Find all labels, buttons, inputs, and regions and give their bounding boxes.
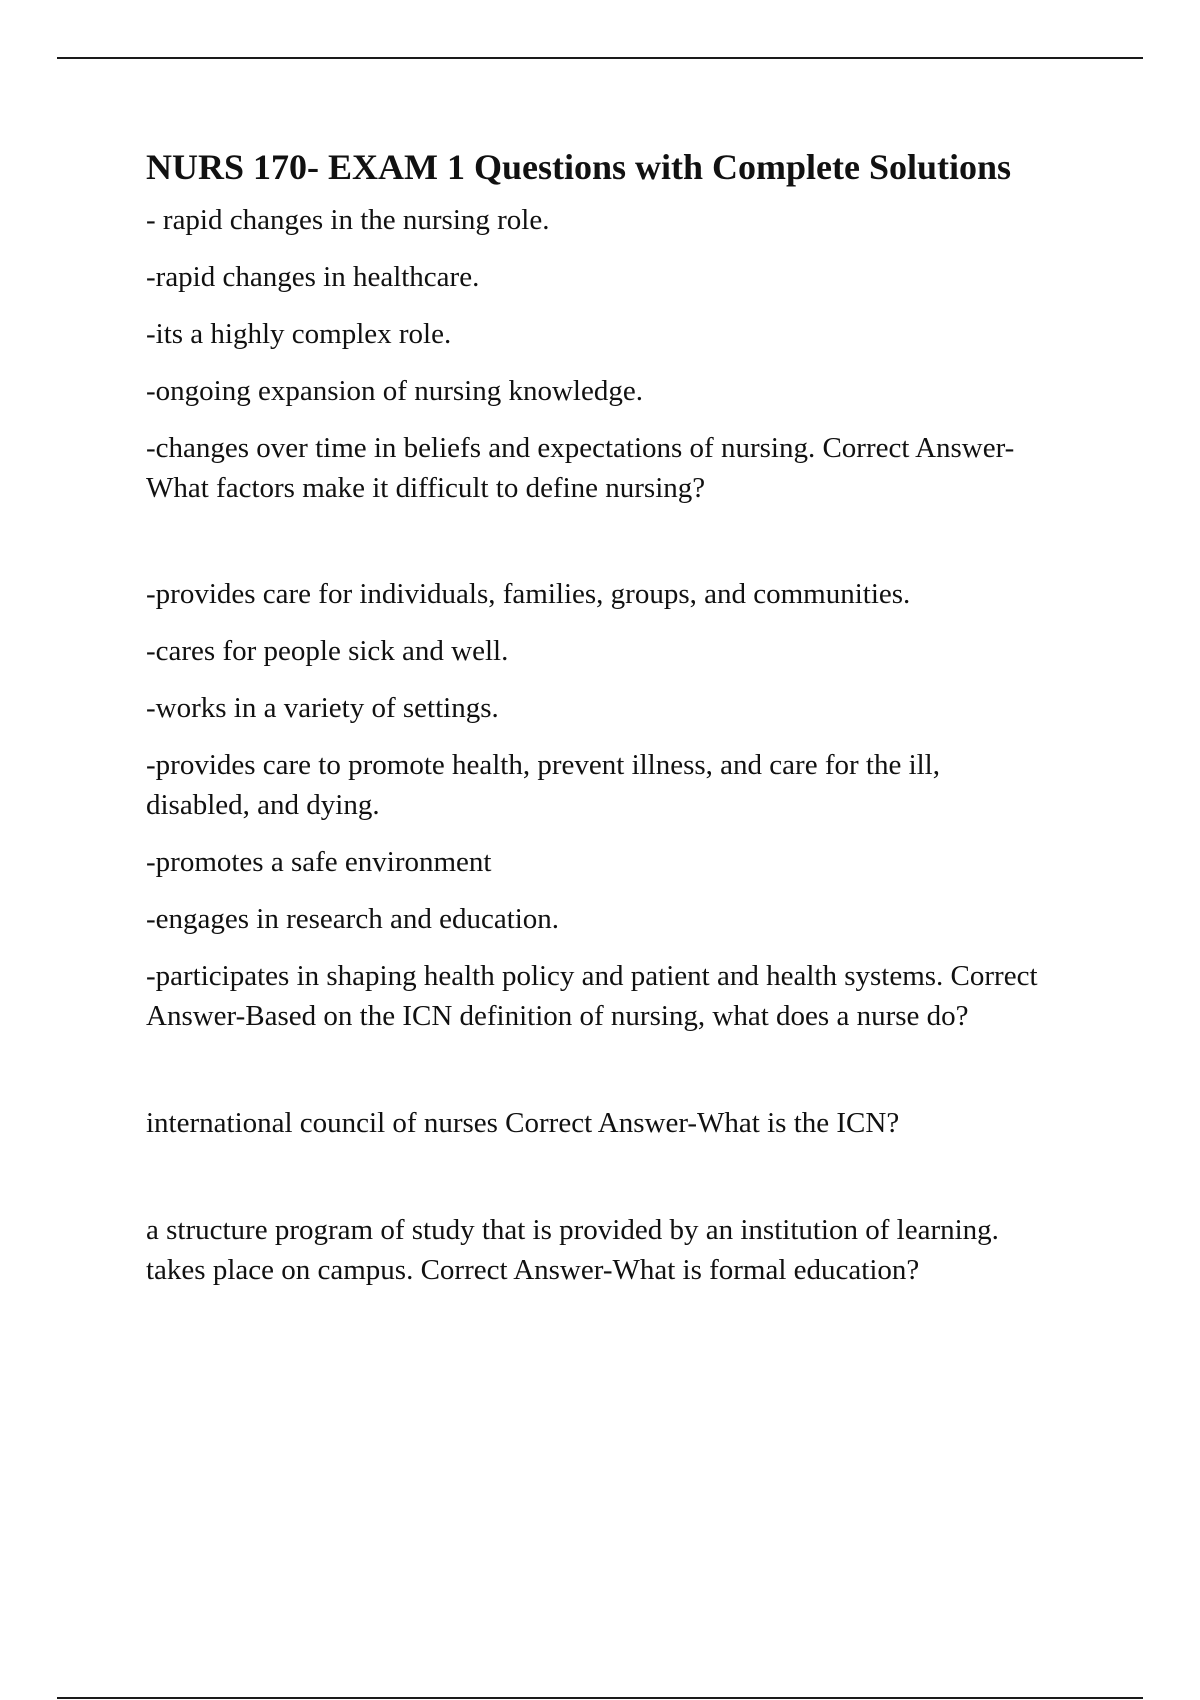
answer-question-line: a structure program of study that is provided by an institution of learning. takes place on campus. Correct Answer-What is formal education? xyxy=(146,1214,999,1286)
answer-question-line: -changes over time in beliefs and expectations of nursing. Correct Answer-What factors make it difficult to define nursing? xyxy=(146,432,1015,504)
answer-question-line: international council of nurses Correct Answer-What is the ICN? xyxy=(146,1107,900,1139)
qa-block-1 xyxy=(146,200,1046,508)
document-title: NURS 170- EXAM 1 Questions with Complete Solutions xyxy=(146,147,1012,187)
qa-block-4 xyxy=(146,1210,1046,1290)
answer-line: -engages in research and education. xyxy=(146,903,560,935)
answer-line: -its a highly complex role. xyxy=(146,318,452,350)
qa-block-3 xyxy=(146,1103,1046,1143)
answer-line: -promotes a safe environment xyxy=(146,846,492,878)
block-spacer xyxy=(146,1053,1046,1103)
block-spacer xyxy=(146,1160,1046,1210)
block-spacer xyxy=(146,525,1046,574)
bottom-rule xyxy=(57,1697,1143,1699)
answer-line: - rapid changes in the nursing role. xyxy=(146,204,550,236)
top-rule xyxy=(57,57,1143,59)
answer-line: -provides care to promote health, prevent illness, and care for the ill, disabled, and dying. xyxy=(146,749,940,821)
answer-question-line: -participates in shaping health policy and patient and health systems. Correct Answer-Based on the ICN definition of nursing, what does a nurse do? xyxy=(146,960,1038,1032)
answer-line: -rapid changes in healthcare. xyxy=(146,261,480,293)
answer-line: -provides care for individuals, families, groups, and communities. xyxy=(146,578,911,610)
answer-line: -cares for people sick and well. xyxy=(146,635,509,667)
document-body xyxy=(146,142,1046,1307)
answer-line: -ongoing expansion of nursing knowledge. xyxy=(146,375,643,407)
qa-block-2 xyxy=(146,574,1046,1036)
answer-line: -works in a variety of settings. xyxy=(146,692,499,724)
